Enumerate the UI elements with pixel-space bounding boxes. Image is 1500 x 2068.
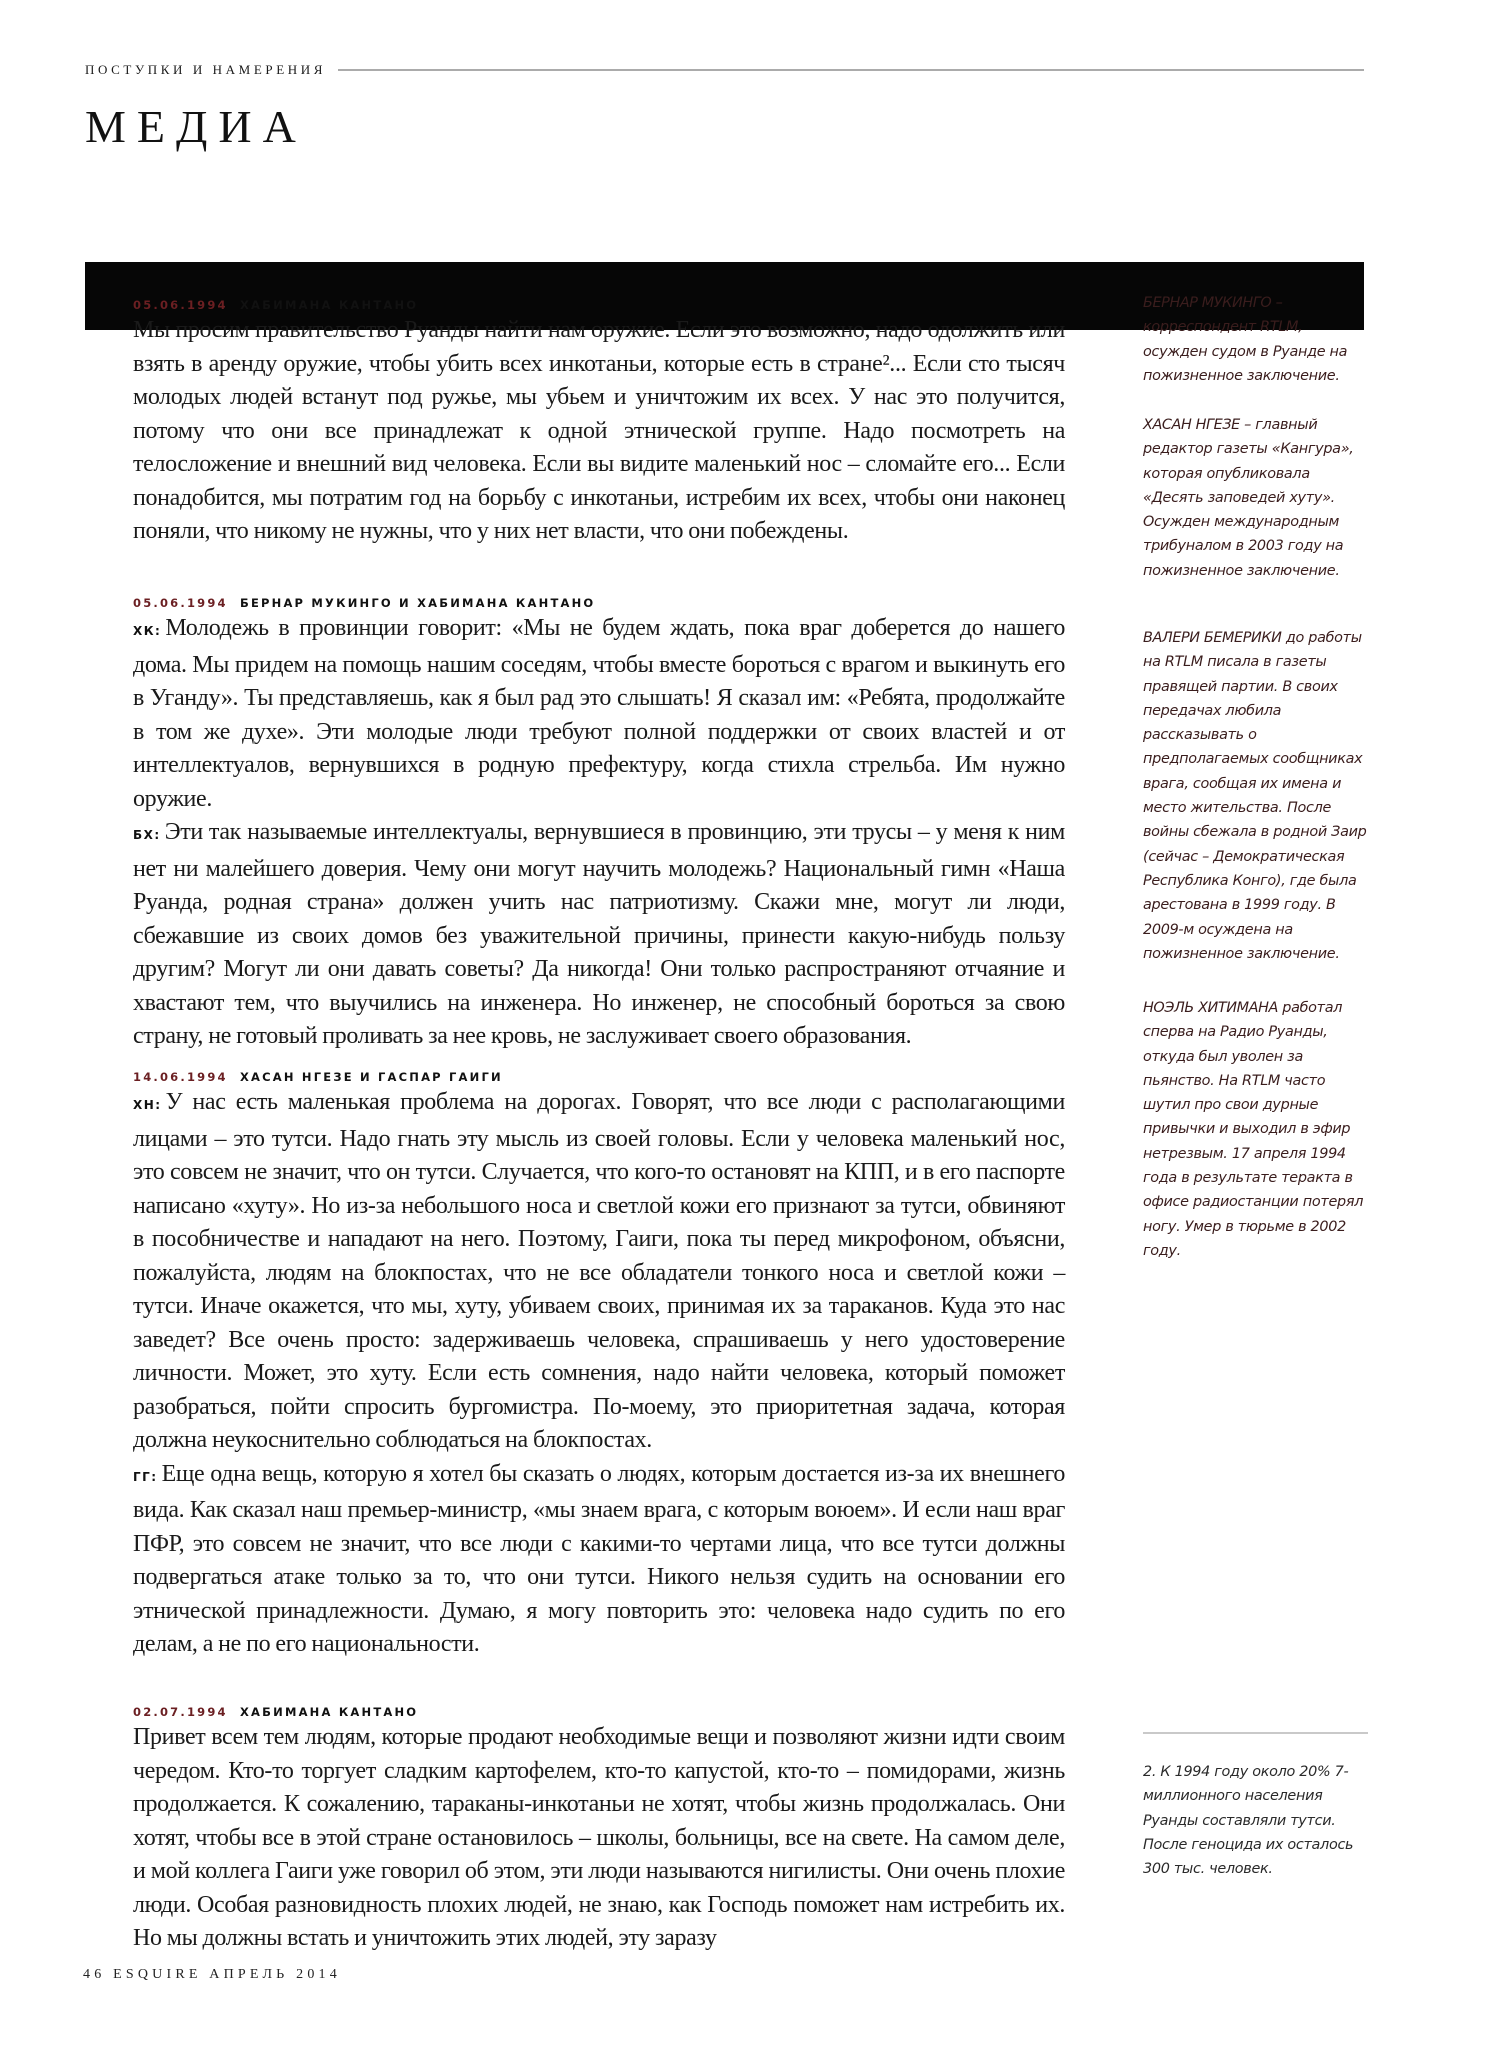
bio-text: работал сперва на Радио Руанды, откуда был уволен за пьянство. На RTLM часто шутил про свои дурные привычки и выходил в эфир нетрезвым. 17 апреля 1994 года в результате теракта в офисе радиостанции потерял ногу. Умер в тюрьме в 2002 году. xyxy=(1143,1000,1364,1259)
transcript-entry-4 xyxy=(133,1703,1065,1956)
section-kicker: ПОСТУПКИ И НАМЕРЕНИЯ xyxy=(85,62,326,77)
paragraph-text: Еще одна вещь, которую я хотел бы сказать о людях, которым достается из-за их внешнего вида. Как сказал наш премьер-министр, «мы знаем врага, с которым воюем». И если наш враг ПФР, это совсем не значит, что все люди с какими-то чертами лица, что все тутси должны подвергаться атаке только за то, что они тутси. Никого нельзя судить на основании его этнической принадлежности. Думаю, я могу повторить это: человека надо судить по его делам, а не по его национальности. xyxy=(133,1460,1065,1657)
speaker-initials: ХК: xyxy=(133,624,162,638)
bio-name: ХАСАН НГЕЗЕ xyxy=(1143,417,1240,433)
transcript-entry-2 xyxy=(133,594,1065,1054)
page-title: МЕДИА xyxy=(85,101,307,152)
entry-header xyxy=(133,594,1065,612)
page-folio: 46 ESQUIRE АПРЕЛЬ 2014 xyxy=(83,1967,341,1982)
entry-date: 14.06.1994 xyxy=(133,1070,228,1084)
transcript-paragraph xyxy=(133,1458,1065,1662)
entry-speakers: ХАСАН НГЕЗЕ И ГАСПАР ГАИГИ xyxy=(239,1070,503,1084)
transcript-paragraph xyxy=(133,816,1065,1054)
entry-speakers: ХАБИМАНА КАНТАНО xyxy=(239,298,419,312)
footnote-divider xyxy=(1143,1732,1368,1734)
bio-name: ВАЛЕРИ БЕМЕРИКИ xyxy=(1143,630,1282,646)
paragraph-text: Эти так называемые интеллектуалы, вернувшиеся в провинцию, эти трусы – у меня к ним нет ни малейшего доверия. Чему они могут научить молодежь? Национальный гимн «Наша Руанда, родная страна» должен учить нас патриотизму. Скажи мне, могут ли люди, сбежавшие из своих домов без уважительной причины, принести какую-нибудь пользу другим? Могут ли они давать советы? Да никогда! Они только распространяют отчаяние и хвастают тем, что выучились на инженера. Но инженер, не способный бороться за свою страну, не готовый проливать за нее кровь, не заслуживает своего образования. xyxy=(133,819,1065,1049)
bio-note xyxy=(1143,996,1368,1263)
entry-date: 02.07.1994 xyxy=(133,1705,228,1719)
speaker-initials: БХ: xyxy=(133,828,161,842)
speaker-initials: ГГ: xyxy=(133,1469,158,1484)
paragraph-text: Мы просим правительство Руанды найти нам оружие. Если это возможно, надо одолжить или взять в аренду оружие, чтобы убить всех инкотаньи, которые есть в стране²... Если сто тысяч молодых людей встанут под ружье, мы убьем и уничтожим их всех. У нас это получится, потому что они все принадлежат к одной этнической группе. Надо посмотреть на телосложение и внешний вид человека. Если вы видите маленький нос – сломайте его... Если понадобится, мы потратим год на борьбу с инкотаньи, истребим их всех, чтобы они наконец поняли, что никому не нужны, что у них нет власти, что они побеждены. xyxy=(133,317,1065,544)
transcript-paragraph xyxy=(133,1721,1065,1956)
speaker-initials: ХН: xyxy=(133,1098,162,1112)
entry-header xyxy=(133,1068,1065,1086)
paragraph-text: Молодежь в провинции говорит: «Мы не будем ждать, пока враг доберется до нашего дома. Мы придем на помощь нашим соседям, чтобы вместе бороться с врагом и выкинуть его в Уганду». Ты представляешь, как я был рад это слышать! Я сказал им: «Ребята, продолжайте в том же духе». Эти молодые люди требуют полной поддержки от своих властей и от интеллектуалов, вернувшихся в родную префектуру, когда стихла стрельба. Им нужно оружие. xyxy=(133,615,1065,812)
entry-header xyxy=(133,296,1065,314)
bio-note xyxy=(1143,291,1368,388)
transcript-paragraph xyxy=(133,1086,1065,1458)
entry-speakers: БЕРНАР МУКИНГО И ХАБИМАНА КАНТАНО xyxy=(239,596,596,610)
bio-text: до работы на RTLM писала в газеты правящей партии. В своих передачах любила рассказывать о предполагаемых сообщниках врага, сообщая их имена и место жительства. После войны сбежала в родной Заир (сейчас – Демократическая Республика Конго), где была арестована в 1999 году. В 2009-м осуждена на пожизненное заключение. xyxy=(1143,630,1367,962)
section-kicker-row xyxy=(85,60,1364,80)
paragraph-text: У нас есть маленькая проблема на дорогах. Говорят, что все люди с располагающими лицами – это тутси. Надо гнать эту мысль из своей головы. Если у человека маленький нос, это совсем не значит, что он тутси. Случается, что кого-то остановят на КПП, и в его паспорте написано «хуту». Но из-за небольшого носа и светлой кожи его признают за тутси, обвиняют в пособничестве и нападают на него. Поэтому, Гаиги, пока ты перед микрофоном, объясни, пожалуйста, людям на блокпостах, что не все обладатели тонкого носа и светлой кожи – тутси. Иначе окажется, что мы, хуту, убиваем своих, принимая их за тараканов. Куда это нас заведет? Все очень просто: задерживаешь человека, спрашиваешь у него удостоверение личности. Может, это хуту. Если есть сомнения, надо найти человека, который поможет разобраться, пойти спросить бургомистра. По-моему, это приоритетная задача, которая должна неукоснительно соблюдаться на блокпостах. xyxy=(133,1089,1065,1453)
bio-text: – главный редактор газеты «Кангура», которая опубликовала «Десять заповедей хуту». Осужден международным трибуналом в 2003 году на пожизненное заключение. xyxy=(1143,417,1354,579)
entry-date: 05.06.1994 xyxy=(133,298,228,312)
bio-note xyxy=(1143,413,1368,583)
bio-text: – корреспондент RTLM, осужден судом в Руанде на пожизненное заключение. xyxy=(1143,295,1348,384)
paragraph-text: Привет всем тем людям, которые продают необходимые вещи и позволяют жизни идти своим чередом. Кто-то торгует сладким картофелем, кто-то капустой, кто-то – помидорами, жизнь продолжается. К сожалению, тараканы-инкотаньи не хотят, чтобы жизнь продолжалась. Они хотят, чтобы все в этой стране остановилось – школы, больницы, все на свете. На самом деле, и мой коллега Гаиги уже говорил об этом, эти люди называются нигилисты. Они очень плохие люди. Особая разновидность плохих людей, не знаю, как Господь поможет нам истребить их. Но мы должны встать и уничтожить этих людей, эту заразу xyxy=(133,1724,1065,1951)
kicker-divider xyxy=(338,69,1364,71)
bio-name: НОЭЛЬ ХИТИМАНА xyxy=(1143,1000,1278,1016)
transcript-paragraph xyxy=(133,314,1065,549)
entry-header xyxy=(133,1703,1065,1721)
entry-date: 05.06.1994 xyxy=(133,596,228,610)
entry-speakers: ХАБИМАНА КАНТАНО xyxy=(239,1705,419,1719)
transcript-entry-1 xyxy=(133,296,1065,549)
transcript-paragraph xyxy=(133,612,1065,816)
bio-note xyxy=(1143,626,1368,966)
transcript-entry-3 xyxy=(133,1068,1065,1662)
footnote: 2. К 1994 году около 20% 7-миллионного населения Руанды составляли тутси. После геноцида их осталось 300 тыс. человек. xyxy=(1143,1764,1354,1878)
bio-name: БЕРНАР МУКИНГО xyxy=(1143,295,1272,311)
